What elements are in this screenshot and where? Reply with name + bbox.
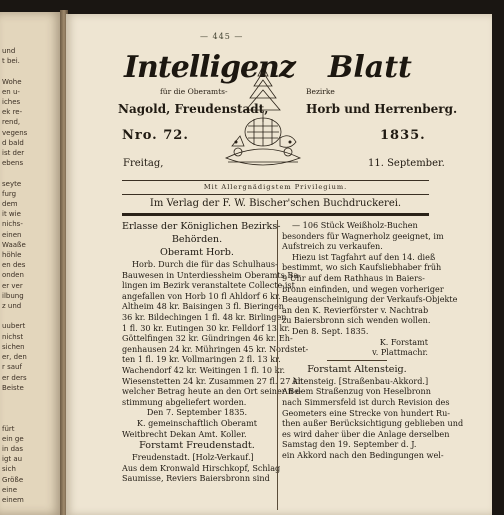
masthead-title-right: Blatt — [328, 50, 412, 85]
text-line: — 106 Stück Weißholz-Buchen — [292, 220, 418, 230]
left-fragment-line — [2, 311, 58, 321]
column-right — [282, 220, 464, 460]
issue-date: 11. September. — [368, 158, 445, 169]
page-number: — 445 — — [200, 32, 244, 41]
text-line: K. Forstamt — [379, 336, 428, 347]
left-fragment-line: sichen — [2, 342, 25, 351]
masthead-vignette-illustration — [218, 62, 308, 180]
section-heading: Forstamt Altensteig. — [307, 363, 407, 375]
column-divider — [277, 220, 278, 510]
text-line: Wachendorf 42 kr. Weitingen 1 fl. 10 kr. — [122, 364, 286, 375]
left-fragment-line: onden — [2, 271, 24, 280]
left-fragment-line: ein ge — [2, 434, 24, 443]
left-fragment-line: einen — [2, 230, 22, 239]
issue-weekday: Freitag, — [123, 158, 164, 169]
text-line: lingen im Bezirk veranstaltete Collecte ist — [122, 280, 295, 291]
text-line: Aus dem Kronwald Hirschkopf, Schlag — [122, 462, 281, 473]
issue-year: 1835. — [380, 128, 426, 143]
text-line: An dem Straßenzug von Heselbronn — [282, 386, 431, 397]
text-line: Bauwesen in Unterdiessheim Oberamts Ba- — [122, 269, 301, 280]
text-line: ein Akkord nach den Bedingungen wel- — [282, 449, 444, 460]
text-line: angefallen von Horb 10 fl Ahldorf 6 kr. — [122, 290, 281, 301]
left-fragment-line: Waaße — [2, 240, 26, 249]
text-line: 1 fl. 30 kr. Eutingen 30 kr. Felldorf 13 kr. — [122, 322, 290, 333]
left-fragment-line: er ders — [2, 373, 27, 382]
left-fragment-line: r sauf — [2, 363, 22, 372]
text-line: an den K. Revierförster v. Nachtrab — [282, 304, 429, 315]
left-fragment-line: dem — [2, 200, 18, 209]
left-fragment-line: ek re- — [2, 108, 23, 117]
left-fragment-line: igt au — [2, 455, 23, 464]
text-line: Freudenstadt. [Holz-Verkauf.] — [132, 452, 254, 463]
section-heading: Behörden. — [171, 234, 223, 245]
rule-top — [122, 180, 429, 181]
text-line: Den 8. Sept. 1835. — [292, 325, 369, 336]
text-line: bestimmt, wo sich Kaufsliebhaber früh — [282, 262, 442, 273]
left-fragment-line: ilbung — [2, 291, 24, 300]
text-line: Hiezu ist Tagfahrt auf den 14. dieß — [292, 251, 436, 262]
text-line: 36 kr. Bildechingen 1 fl. 48 kr. Birlingen — [122, 311, 287, 322]
left-fragment-line: seyte — [2, 179, 22, 188]
left-fragment-line: Beiste — [2, 383, 24, 392]
left-fragment-line: d bald — [2, 138, 24, 147]
masthead-region-right: Horb und Herrenberg. — [306, 102, 458, 116]
text-line: K. gemeinschaftlich Oberamt — [136, 417, 258, 428]
left-fragment-line — [2, 413, 58, 423]
text-line: welcher Betrag heute an den Ort seiner Be- — [122, 386, 302, 397]
rule-thick — [122, 213, 429, 216]
left-fragment-line: fürt — [2, 424, 15, 433]
left-fragment-line: sich — [2, 465, 16, 474]
left-fragment-line: en des — [2, 261, 26, 270]
left-fragment-line — [2, 168, 58, 178]
column-left — [122, 220, 309, 484]
left-fragment-line: nichs- — [2, 220, 23, 229]
text-line: then außer Berücksichtigung geblieben und — [282, 418, 464, 429]
masthead-region-left: Nagold, Freudenstadt, — [118, 102, 269, 116]
left-page-fragments — [2, 46, 58, 505]
text-line: Den 7. September 1835. — [146, 407, 248, 418]
left-fragment-line: uubert — [2, 322, 26, 331]
left-fragment-line: in das — [2, 444, 23, 453]
text-line: Weitbrecht Dekan Amt. Koller. — [122, 428, 247, 439]
text-line: Horb. Durch die für das Schulhaus- — [132, 259, 278, 269]
privilege-line: Mit Allergnädigstem Privilegium. — [203, 183, 348, 191]
left-fragment-line: furg — [2, 189, 17, 198]
section-heading: Oberamt Horb. — [160, 247, 234, 258]
left-fragment-line: eine — [2, 485, 17, 494]
text-line: Saumisse, Reviers Baiersbronn sind — [122, 473, 270, 484]
issue-number: Nro. 72. — [122, 128, 189, 143]
text-line: bronn einfinden, und wegen vorheriger — [282, 283, 444, 294]
section-heading: Erlasse der Königlichen Bezirks- — [122, 221, 281, 232]
text-line: genhausen 24 kr. Mühringen 45 kr. Nordstet- — [122, 343, 309, 354]
masthead-subtitle-left: für die Oberamts- — [160, 87, 228, 96]
left-fragment-line: nichst — [2, 332, 24, 341]
left-fragment-line: it wie — [2, 210, 21, 219]
text-line: Samstag den 19. September d. J. — [282, 439, 417, 450]
masthead-subtitle-right: Bezirke — [306, 87, 335, 96]
section-separator — [327, 360, 387, 361]
text-line: Beaugenscheinigung der Verkaufs-Objekte — [282, 294, 458, 305]
text-line: 9 Uhr auf dem Rathhaus in Baiers- — [282, 272, 425, 283]
text-line: Geometers eine Strecke von hundert Ru- — [282, 407, 451, 418]
left-fragment-line: er, den — [2, 353, 27, 362]
left-fragment-line: Wohe — [2, 77, 22, 86]
left-fragment-line: en u- — [2, 87, 20, 96]
text-line: v. Plattmachr. — [372, 347, 428, 358]
left-fragment-line: rend, — [2, 118, 21, 127]
left-fragment-line: einem — [2, 495, 24, 504]
left-fragment-line: höhle — [2, 251, 22, 260]
text-line: Wiesenstetten 24 kr. Zusammen 27 fl. 27 kr. — [122, 375, 304, 386]
left-fragment-line: iches — [2, 98, 21, 107]
text-line: besonders für Wagnerholz geeignet, im — [282, 230, 444, 241]
left-fragment-line: t bei. — [2, 57, 20, 66]
text-line: ten 1 fl. 19 kr. Vollmaringen 2 fl. 13 kr. — [122, 354, 281, 365]
section-heading: Forstamt Freudenstadt. — [139, 440, 255, 452]
text-line: es wird daher über die Anlage derselben — [282, 428, 450, 439]
masthead-title-left: Intelligenz — [124, 50, 295, 85]
left-fragment-line: Größe — [2, 475, 24, 484]
publisher-line: Im Verlag der F. W. Bischer'schen Buchdruckerei. — [149, 198, 402, 209]
left-page-edge — [0, 12, 62, 515]
text-line: stimmung abgeliefert worden. — [122, 396, 247, 407]
text-line: Aufstreich zu verkaufen. — [282, 241, 383, 252]
text-line: Göttelfingen 32 kr. Gündringen 46 kr. Eh- — [122, 333, 293, 344]
left-fragment-line: vegens — [2, 128, 28, 137]
text-line: nach Simmersfeld ist durch Revision des — [282, 396, 450, 407]
left-fragment-line — [2, 393, 58, 403]
rule-middle — [122, 194, 429, 195]
left-fragment-line: z und — [2, 302, 22, 311]
text-line: Altensteig. [Straßenbau-Akkord.] — [292, 375, 429, 386]
left-fragment-line: er ver — [2, 281, 23, 290]
left-fragment-line: und — [2, 47, 16, 55]
left-fragment-line: ist der — [2, 149, 25, 158]
left-fragment-line — [2, 66, 58, 76]
left-fragment-line — [2, 403, 58, 413]
text-line: Altheim 48 kr. Baisingen 3 fl. Bieringen — [122, 301, 284, 312]
left-fragment-line: ebens — [2, 159, 24, 168]
text-line: zu Baiersbronn sich wenden wollen. — [282, 315, 431, 326]
